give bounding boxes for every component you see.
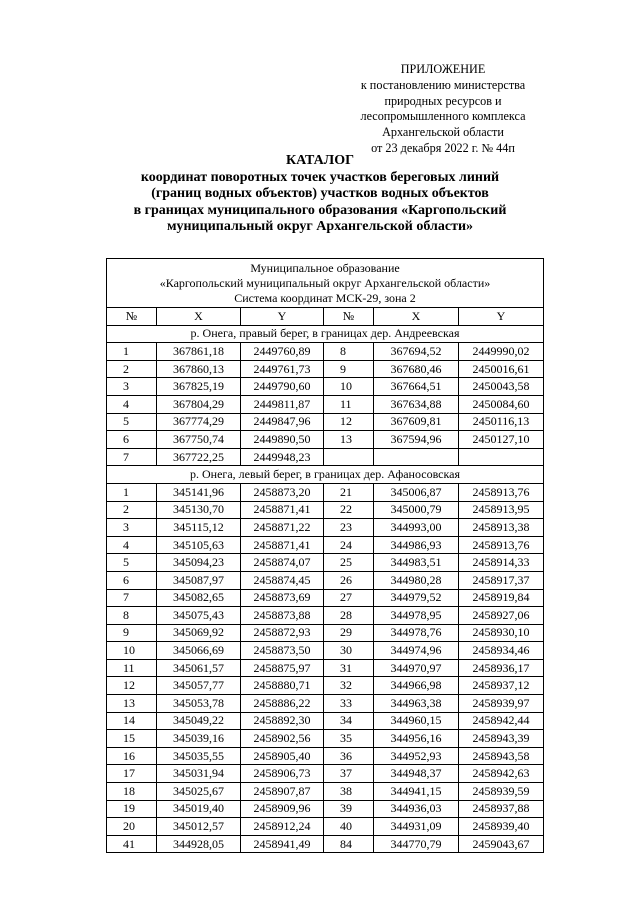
y-coordinate: 2458886,22 <box>241 695 324 713</box>
x-coordinate: 344948,37 <box>374 765 459 783</box>
y-coordinate: 2458913,76 <box>459 483 544 501</box>
x-coordinate: 345061,57 <box>157 659 241 677</box>
y-coordinate: 2458873,88 <box>241 607 324 625</box>
table-row <box>107 818 544 836</box>
x-coordinate: 367634,88 <box>374 395 459 413</box>
appendix-block <box>330 62 556 157</box>
y-coordinate: 2458902,56 <box>241 730 324 748</box>
column-header: № <box>107 308 157 326</box>
point-number: 11 <box>324 395 374 413</box>
table-row <box>107 378 544 396</box>
y-coordinate: 2458914,33 <box>459 554 544 572</box>
y-coordinate: 2458939,59 <box>459 783 544 801</box>
point-number: 29 <box>324 624 374 642</box>
title-line: в границах муниципального образования «Каргопольский <box>133 202 507 218</box>
y-coordinate: 2458942,63 <box>459 765 544 783</box>
x-coordinate: 344974,96 <box>374 642 459 660</box>
table-row <box>107 395 544 413</box>
x-coordinate: 345000,79 <box>374 501 459 519</box>
x-coordinate: 345057,77 <box>157 677 241 695</box>
section-row <box>107 325 544 343</box>
y-coordinate: 2449990,02 <box>459 343 544 361</box>
x-coordinate: 345087,97 <box>157 571 241 589</box>
point-number: 4 <box>107 536 157 554</box>
x-coordinate: 345039,16 <box>157 730 241 748</box>
point-number: 20 <box>107 818 157 836</box>
x-coordinate: 345075,43 <box>157 607 241 625</box>
y-coordinate: 2459043,67 <box>459 835 544 853</box>
appendix-line: к постановлению министерства <box>360 77 526 92</box>
x-coordinate: 345115,12 <box>157 519 241 537</box>
table-header <box>107 259 544 308</box>
x-coordinate: 367860,13 <box>157 360 241 378</box>
point-number: 6 <box>107 431 157 449</box>
y-coordinate: 2458942,44 <box>459 712 544 730</box>
y-coordinate: 2458919,84 <box>459 589 544 607</box>
table-row <box>107 747 544 765</box>
y-coordinate: 2458912,24 <box>241 818 324 836</box>
y-coordinate: 2458871,41 <box>241 536 324 554</box>
appendix-line: Архангельской области <box>382 125 504 140</box>
point-number: 10 <box>324 378 374 396</box>
point-number: 7 <box>107 589 157 607</box>
point-number: 23 <box>324 519 374 537</box>
x-coordinate: 344963,38 <box>374 695 459 713</box>
point-number: 4 <box>107 395 157 413</box>
y-coordinate: 2458873,20 <box>241 483 324 501</box>
y-coordinate: 2458875,97 <box>241 659 324 677</box>
x-coordinate: 367694,52 <box>374 343 459 361</box>
x-coordinate: 367609,81 <box>374 413 459 431</box>
table-row <box>107 765 544 783</box>
coordinates-table <box>106 258 544 853</box>
y-coordinate: 2450116,13 <box>459 413 544 431</box>
x-coordinate: 367722,25 <box>157 448 241 466</box>
x-coordinate: 344956,16 <box>374 730 459 748</box>
table-row <box>107 607 544 625</box>
y-coordinate: 2449890,50 <box>241 431 324 449</box>
point-number: 28 <box>324 607 374 625</box>
header-line: Система координат МСК-29, зона 2 <box>234 291 416 305</box>
x-coordinate: 345012,57 <box>157 818 241 836</box>
y-coordinate: 2458909,96 <box>241 800 324 818</box>
point-number: 3 <box>107 378 157 396</box>
header-line: Муниципальное образование <box>250 261 400 275</box>
y-coordinate: 2450043,58 <box>459 378 544 396</box>
y-coordinate: 2449760,89 <box>241 343 324 361</box>
x-coordinate: 367750,74 <box>157 431 241 449</box>
point-number: 16 <box>107 747 157 765</box>
x-coordinate: 344993,00 <box>374 519 459 537</box>
point-number: 33 <box>324 695 374 713</box>
table-row <box>107 624 544 642</box>
table-row <box>107 783 544 801</box>
x-coordinate: 344936,03 <box>374 800 459 818</box>
point-number: 84 <box>324 835 374 853</box>
x-coordinate: 344770,79 <box>374 835 459 853</box>
y-coordinate: 2450127,10 <box>459 431 544 449</box>
x-coordinate: 344979,52 <box>374 589 459 607</box>
x-coordinate: 345066,69 <box>157 642 241 660</box>
table-row <box>107 431 544 449</box>
table-row <box>107 343 544 361</box>
point-number: 39 <box>324 800 374 818</box>
x-coordinate: 345141,96 <box>157 483 241 501</box>
section-title: р. Онега, правый берег, в границах дер. Андреевская <box>107 325 544 343</box>
y-coordinate: 2458873,50 <box>241 642 324 660</box>
table-row <box>107 659 544 677</box>
table-row <box>107 536 544 554</box>
point-number: 10 <box>107 642 157 660</box>
point-number: 41 <box>107 835 157 853</box>
y-coordinate: 2458892,30 <box>241 712 324 730</box>
x-coordinate: 345082,65 <box>157 589 241 607</box>
point-number: 14 <box>107 712 157 730</box>
x-coordinate: 344986,93 <box>374 536 459 554</box>
column-header-row <box>107 308 544 326</box>
column-header: Y <box>459 308 544 326</box>
y-coordinate: 2458941,49 <box>241 835 324 853</box>
x-coordinate: 344960,15 <box>374 712 459 730</box>
y-coordinate: 2458913,76 <box>459 536 544 554</box>
y-coordinate: 2458905,40 <box>241 747 324 765</box>
x-coordinate: 344966,98 <box>374 677 459 695</box>
point-number: 30 <box>324 642 374 660</box>
x-coordinate: 345006,87 <box>374 483 459 501</box>
point-number: 6 <box>107 571 157 589</box>
y-coordinate: 2449790,60 <box>241 378 324 396</box>
x-coordinate: 344928,05 <box>157 835 241 853</box>
table-row <box>107 554 544 572</box>
title-line: (границ водных объектов) участков водных объектов <box>151 186 489 202</box>
point-number: 12 <box>107 677 157 695</box>
table-row <box>107 695 544 713</box>
point-number: 32 <box>324 677 374 695</box>
point-number: 8 <box>324 343 374 361</box>
point-number: 5 <box>107 554 157 572</box>
y-coordinate: 2458917,37 <box>459 571 544 589</box>
header-line: «Каргопольский муниципальный округ Архангельской области» <box>159 276 491 290</box>
x-coordinate: 344983,51 <box>374 554 459 572</box>
point-number: 1 <box>107 343 157 361</box>
point-number: 40 <box>324 818 374 836</box>
x-coordinate: 345035,55 <box>157 747 241 765</box>
point-number <box>324 448 374 466</box>
y-coordinate: 2458943,58 <box>459 747 544 765</box>
x-coordinate: 344978,95 <box>374 607 459 625</box>
point-number: 7 <box>107 448 157 466</box>
y-coordinate: 2458907,87 <box>241 783 324 801</box>
table-row <box>107 589 544 607</box>
point-number: 27 <box>324 589 374 607</box>
table-row <box>107 483 544 501</box>
x-coordinate: 367680,46 <box>374 360 459 378</box>
point-number: 15 <box>107 730 157 748</box>
column-header: X <box>157 308 241 326</box>
x-coordinate: 367861,18 <box>157 343 241 361</box>
point-number: 19 <box>107 800 157 818</box>
y-coordinate: 2449761,73 <box>241 360 324 378</box>
y-coordinate: 2458937,12 <box>459 677 544 695</box>
y-coordinate: 2458927,06 <box>459 607 544 625</box>
y-coordinate: 2458939,40 <box>459 818 544 836</box>
appendix-line: ПРИЛОЖЕНИЕ <box>400 62 486 76</box>
document-title <box>90 153 550 236</box>
table-header-row <box>107 259 544 308</box>
y-coordinate: 2450084,60 <box>459 395 544 413</box>
y-coordinate: 2458871,22 <box>241 519 324 537</box>
appendix-line: природных ресурсов и <box>384 93 502 108</box>
y-coordinate: 2458906,73 <box>241 765 324 783</box>
table-row <box>107 677 544 695</box>
x-coordinate: 367774,29 <box>157 413 241 431</box>
table-row <box>107 501 544 519</box>
appendix-line: лесопромышленного комплекса <box>360 109 526 124</box>
point-number: 24 <box>324 536 374 554</box>
y-coordinate: 2458913,38 <box>459 519 544 537</box>
table-row <box>107 360 544 378</box>
column-header: Y <box>241 308 324 326</box>
point-number: 9 <box>107 624 157 642</box>
point-number: 37 <box>324 765 374 783</box>
y-coordinate: 2458874,07 <box>241 554 324 572</box>
x-coordinate: 345031,94 <box>157 765 241 783</box>
y-coordinate: 2449847,96 <box>241 413 324 431</box>
y-coordinate: 2458880,71 <box>241 677 324 695</box>
x-coordinate: 345105,63 <box>157 536 241 554</box>
x-coordinate: 367664,51 <box>374 378 459 396</box>
y-coordinate: 2458930,10 <box>459 624 544 642</box>
point-number: 31 <box>324 659 374 677</box>
point-number: 8 <box>107 607 157 625</box>
point-number: 26 <box>324 571 374 589</box>
x-coordinate: 367804,29 <box>157 395 241 413</box>
point-number: 34 <box>324 712 374 730</box>
table-row <box>107 800 544 818</box>
x-coordinate: 345053,78 <box>157 695 241 713</box>
y-coordinate: 2449811,87 <box>241 395 324 413</box>
x-coordinate: 345130,70 <box>157 501 241 519</box>
point-number: 17 <box>107 765 157 783</box>
x-coordinate: 345025,67 <box>157 783 241 801</box>
y-coordinate: 2458872,93 <box>241 624 324 642</box>
point-number: 1 <box>107 483 157 501</box>
y-coordinate: 2458871,41 <box>241 501 324 519</box>
point-number: 3 <box>107 519 157 537</box>
appendix-line: от 23 декабря 2022 г. № 44п <box>371 140 515 155</box>
table-row <box>107 712 544 730</box>
table-row <box>107 835 544 853</box>
x-coordinate: 345069,92 <box>157 624 241 642</box>
y-coordinate: 2458874,45 <box>241 571 324 589</box>
table-row <box>107 448 544 466</box>
point-number: 2 <box>107 501 157 519</box>
y-coordinate: 2449948,23 <box>241 448 324 466</box>
y-coordinate: 2458934,46 <box>459 642 544 660</box>
x-coordinate: 367594,96 <box>374 431 459 449</box>
column-header: № <box>324 308 374 326</box>
point-number: 5 <box>107 413 157 431</box>
point-number: 36 <box>324 747 374 765</box>
table-row <box>107 571 544 589</box>
table-row <box>107 642 544 660</box>
x-coordinate: 367825,19 <box>157 378 241 396</box>
y-coordinate: 2458937,88 <box>459 800 544 818</box>
y-coordinate: 2458936,17 <box>459 659 544 677</box>
column-header: X <box>374 308 459 326</box>
y-coordinate: 2458913,95 <box>459 501 544 519</box>
x-coordinate: 345019,40 <box>157 800 241 818</box>
y-coordinate: 2458939,97 <box>459 695 544 713</box>
y-coordinate: 2458943,39 <box>459 730 544 748</box>
x-coordinate: 345049,22 <box>157 712 241 730</box>
x-coordinate <box>374 448 459 466</box>
point-number: 21 <box>324 483 374 501</box>
x-coordinate: 344931,09 <box>374 818 459 836</box>
title-line: координат поворотных точек участков береговых линий <box>140 169 500 185</box>
point-number: 9 <box>324 360 374 378</box>
x-coordinate: 345094,23 <box>157 554 241 572</box>
y-coordinate: 2458873,69 <box>241 589 324 607</box>
point-number: 22 <box>324 501 374 519</box>
table-row <box>107 519 544 537</box>
x-coordinate: 344978,76 <box>374 624 459 642</box>
point-number: 25 <box>324 554 374 572</box>
x-coordinate: 344980,28 <box>374 571 459 589</box>
y-coordinate <box>459 448 544 466</box>
title-line: КАТАЛОГ <box>285 153 354 168</box>
table-row <box>107 730 544 748</box>
y-coordinate: 2450016,61 <box>459 360 544 378</box>
point-number: 11 <box>107 659 157 677</box>
point-number: 13 <box>107 695 157 713</box>
x-coordinate: 344941,15 <box>374 783 459 801</box>
section-row <box>107 466 544 484</box>
point-number: 13 <box>324 431 374 449</box>
x-coordinate: 344970,97 <box>374 659 459 677</box>
point-number: 2 <box>107 360 157 378</box>
title-line: муниципальный округ Архангельской области» <box>166 219 474 235</box>
point-number: 18 <box>107 783 157 801</box>
point-number: 38 <box>324 783 374 801</box>
x-coordinate: 344952,93 <box>374 747 459 765</box>
point-number: 12 <box>324 413 374 431</box>
section-title: р. Онега, левый берег, в границах дер. Афаносовская <box>107 466 544 484</box>
point-number: 35 <box>324 730 374 748</box>
table-row <box>107 413 544 431</box>
